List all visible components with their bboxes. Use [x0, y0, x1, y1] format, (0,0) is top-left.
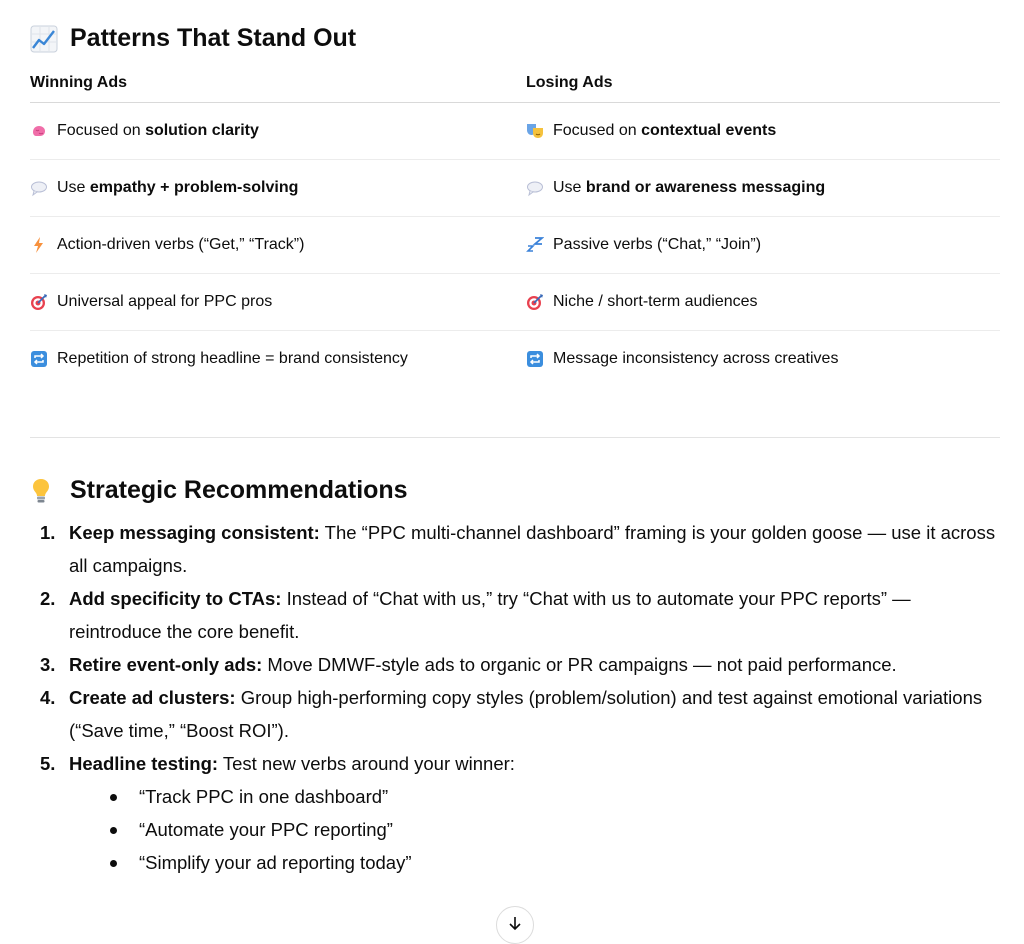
losing-cell: Focused on contextual events — [526, 103, 1000, 160]
chart-increasing-icon — [30, 25, 58, 53]
losing-ads-header: Losing Ads — [526, 64, 1000, 103]
sleeping-zzz-icon — [526, 236, 544, 254]
list-item: 1. Keep messaging consistent: The “PPC multi-channel dashboard” framing is your golden goose — use it across all campaigns. — [40, 522, 996, 576]
repeat-icon — [526, 350, 544, 368]
table-header-row — [30, 64, 1000, 103]
losing-cell: Passive verbs (“Chat,” “Join”) — [526, 217, 1000, 274]
list-item: 2. Add specificity to CTAs: Instead of “Chat with us,” try “Chat with us to automate your PPC reports” — reintroduce the core benefit. — [40, 588, 911, 642]
strategy-heading — [30, 476, 408, 505]
patterns-table — [30, 64, 1000, 387]
table-row — [30, 217, 1000, 274]
performing-arts-icon — [526, 122, 544, 140]
speech-bubble-icon — [526, 179, 544, 197]
winning-cell: Repetition of strong headline = brand consistency — [30, 331, 526, 388]
list-item: 5. Headline testing: Test new verbs around your winner: “Track PPC in one dashboard” “Automate your PPC reporting” “Simplify your ad reporting today” — [30, 747, 1005, 879]
patterns-title: Patterns That Stand Out — [70, 24, 357, 52]
winning-ads-header: Winning Ads — [30, 64, 526, 103]
recommendations-list — [30, 516, 1005, 879]
headline-ideas-list — [69, 780, 1005, 879]
winning-cell: Universal appeal for PPC pros — [30, 274, 526, 331]
lightning-icon — [30, 236, 48, 254]
losing-cell: Niche / short-term audiences — [526, 274, 1000, 331]
list-item: “Track PPC in one dashboard” — [109, 780, 1005, 813]
list-item: “Automate your PPC reporting” — [109, 813, 1005, 846]
winning-cell: Use empathy + problem-solving — [30, 160, 526, 217]
target-icon — [30, 293, 48, 311]
brain-icon — [30, 122, 48, 140]
table-row — [30, 274, 1000, 331]
repeat-icon — [30, 350, 48, 368]
strategy-title: Strategic Recommendations — [70, 476, 408, 504]
table-row — [30, 160, 1000, 217]
section-divider — [30, 437, 1000, 438]
winning-cell: Focused on solution clarity — [30, 103, 526, 160]
losing-cell: Message inconsistency across creatives — [526, 331, 1000, 388]
list-item: “Simplify your ad reporting today” — [109, 846, 1005, 879]
table-row — [30, 103, 1000, 160]
table-row — [30, 331, 1000, 388]
list-item: 4. Create ad clusters: Group high-performing copy styles (problem/solution) and test against emotional variations (“Save time,” “Boost ROI”). — [40, 687, 983, 741]
losing-cell: Use brand or awareness messaging — [526, 160, 1000, 217]
target-icon — [526, 293, 544, 311]
scroll-to-bottom-button[interactable] — [496, 906, 534, 944]
patterns-heading — [30, 24, 356, 53]
light-bulb-icon — [30, 477, 52, 505]
list-item: 3. Retire event-only ads: Move DMWF-style ads to organic or PR campaigns — not paid performance. — [40, 654, 897, 675]
winning-cell: Action-driven verbs (“Get,” “Track”) — [30, 217, 526, 274]
speech-bubble-icon — [30, 179, 48, 197]
